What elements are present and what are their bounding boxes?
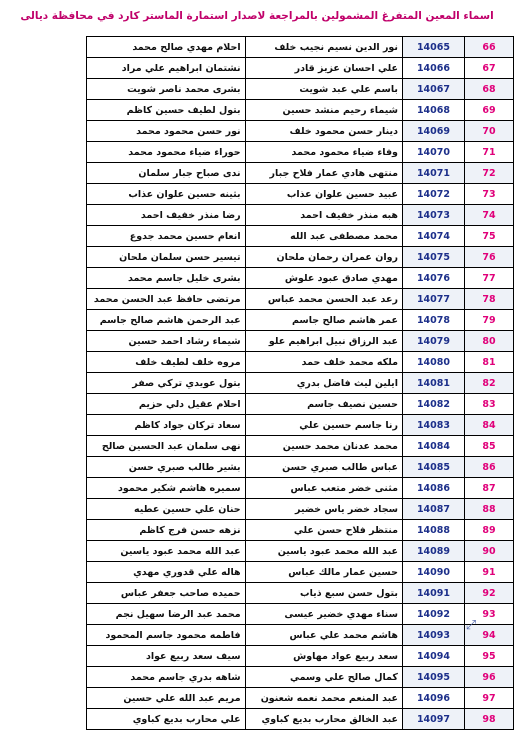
table-row bbox=[87, 163, 514, 184]
second-name: احلام مهدي صالح محمد bbox=[87, 37, 246, 58]
record-code: 14089 bbox=[402, 541, 464, 562]
table-row bbox=[87, 499, 514, 520]
row-number: 97 bbox=[464, 688, 513, 709]
record-code: 14078 bbox=[402, 310, 464, 331]
record-code: 14088 bbox=[402, 520, 464, 541]
second-name: نزهه حسن فرج كاظم bbox=[87, 520, 246, 541]
table-row bbox=[87, 79, 514, 100]
record-code: 14080 bbox=[402, 352, 464, 373]
second-name: محمد عبد الرضا سهيل نجم bbox=[87, 604, 246, 625]
table-row bbox=[87, 121, 514, 142]
beneficiary-name: رنا جاسم حسين علي bbox=[245, 415, 402, 436]
second-name: بشرى محمد ناصر شويت bbox=[87, 79, 246, 100]
record-code: 14081 bbox=[402, 373, 464, 394]
row-number: 83 bbox=[464, 394, 513, 415]
record-code: 14083 bbox=[402, 415, 464, 436]
row-number: 74 bbox=[464, 205, 513, 226]
beneficiary-name: رعد عبد الحسن محمد عباس bbox=[245, 289, 402, 310]
row-number: 73 bbox=[464, 184, 513, 205]
table-row bbox=[87, 646, 514, 667]
record-code: 14087 bbox=[402, 499, 464, 520]
beneficiary-name: ايلين ليث فاضل بدري bbox=[245, 373, 402, 394]
second-name: نور حسن محمود محمد bbox=[87, 121, 246, 142]
beneficiary-name: منتهى هادي عمار فلاح جبار bbox=[245, 163, 402, 184]
beneficiary-name: بتول حسن سبع ذياب bbox=[245, 583, 402, 604]
second-name: احلام عقيل دلي حزيم bbox=[87, 394, 246, 415]
table-row bbox=[87, 247, 514, 268]
second-name: مروه خلف لطيف خلف bbox=[87, 352, 246, 373]
beneficiary-name: عبيد حسين علوان عذاب bbox=[245, 184, 402, 205]
table-row bbox=[87, 100, 514, 121]
table-row bbox=[87, 520, 514, 541]
row-number: 98 bbox=[464, 709, 513, 730]
record-code: 14067 bbox=[402, 79, 464, 100]
record-code: 14084 bbox=[402, 436, 464, 457]
table-row bbox=[87, 58, 514, 79]
names-table bbox=[86, 36, 514, 730]
record-code: 14094 bbox=[402, 646, 464, 667]
record-code: 14095 bbox=[402, 667, 464, 688]
record-code: 14090 bbox=[402, 562, 464, 583]
table-row bbox=[87, 184, 514, 205]
table-row bbox=[87, 688, 514, 709]
row-number: 75 bbox=[464, 226, 513, 247]
record-code: 14086 bbox=[402, 478, 464, 499]
row-number: 88 bbox=[464, 499, 513, 520]
second-name: حوراء ضياء محمود محمد bbox=[87, 142, 246, 163]
table-row bbox=[87, 667, 514, 688]
record-code: 14069 bbox=[402, 121, 464, 142]
beneficiary-name: مثنى خضر متعب عباس bbox=[245, 478, 402, 499]
record-code: 14093 bbox=[402, 625, 464, 646]
row-number: 87 bbox=[464, 478, 513, 499]
second-name: عبد الرحمن هاشم صالح جاسم bbox=[87, 310, 246, 331]
table-row bbox=[87, 142, 514, 163]
beneficiary-name: حسين نصيف جاسم bbox=[245, 394, 402, 415]
table-row bbox=[87, 478, 514, 499]
second-name: فاطمه محمود جاسم المحمود bbox=[87, 625, 246, 646]
second-name: سيف سعد ربيع عواد bbox=[87, 646, 246, 667]
second-name: شاهه بدري جاسم محمد bbox=[87, 667, 246, 688]
row-number: 68 bbox=[464, 79, 513, 100]
table-row bbox=[87, 583, 514, 604]
second-name: بتول عويدي تركي صفر bbox=[87, 373, 246, 394]
beneficiary-name: كمال صالح علي وسمي bbox=[245, 667, 402, 688]
beneficiary-name: سناء مهدي خضير عيسى bbox=[245, 604, 402, 625]
second-name: مريم عبد الله علي حسين bbox=[87, 688, 246, 709]
second-name: عبد الله محمد عبود ياسين bbox=[87, 541, 246, 562]
row-number: 84 bbox=[464, 415, 513, 436]
beneficiary-name: عبد الخالق محارب بديع كباوي bbox=[245, 709, 402, 730]
row-number: 67 bbox=[464, 58, 513, 79]
record-code: 14077 bbox=[402, 289, 464, 310]
beneficiary-name: عمر هاشم صالح جاسم bbox=[245, 310, 402, 331]
record-code: 14085 bbox=[402, 457, 464, 478]
table-row bbox=[87, 562, 514, 583]
beneficiary-name: باسم علي عبد شويت bbox=[245, 79, 402, 100]
table-row bbox=[87, 415, 514, 436]
row-number: 80 bbox=[464, 331, 513, 352]
second-name: نهى سلمان عبد الحسين صالح bbox=[87, 436, 246, 457]
table-row bbox=[87, 37, 514, 58]
record-code: 14072 bbox=[402, 184, 464, 205]
table-row bbox=[87, 457, 514, 478]
record-code: 14082 bbox=[402, 394, 464, 415]
table-row bbox=[87, 331, 514, 352]
second-name: بثينه حسين علوان عذاب bbox=[87, 184, 246, 205]
second-name: شيماء رشاد احمد حسين bbox=[87, 331, 246, 352]
row-number: 78 bbox=[464, 289, 513, 310]
record-code: 14097 bbox=[402, 709, 464, 730]
second-name: هاله علي قدوري مهدي bbox=[87, 562, 246, 583]
row-number: 77 bbox=[464, 268, 513, 289]
row-number: 76 bbox=[464, 247, 513, 268]
beneficiary-name: عبد المنعم محمد نعمه شعنون bbox=[245, 688, 402, 709]
row-number: 93 bbox=[464, 604, 513, 625]
second-name: علي محارب بديع كباوي bbox=[87, 709, 246, 730]
second-name: انعام حسين محمد جدوع bbox=[87, 226, 246, 247]
second-name: ندى صباح جبار سلمان bbox=[87, 163, 246, 184]
table-row bbox=[87, 226, 514, 247]
second-name: بشير طالب صبري حسن bbox=[87, 457, 246, 478]
beneficiary-name: دينار حسن محمود خلف bbox=[245, 121, 402, 142]
beneficiary-name: محمد عدنان محمد حسين bbox=[245, 436, 402, 457]
second-name: حنان علي حسين عطيه bbox=[87, 499, 246, 520]
second-name: رضا منذر خفيف احمد bbox=[87, 205, 246, 226]
beneficiary-name: علي احسان عزيز قادر bbox=[245, 58, 402, 79]
table-row bbox=[87, 373, 514, 394]
beneficiary-name: سجاد خضر ياس خضير bbox=[245, 499, 402, 520]
table-row bbox=[87, 352, 514, 373]
row-number: 95 bbox=[464, 646, 513, 667]
document-title: اسماء المعين المتفرغ المشمولين بالمراجعة لاصدار استمارة الماستر كارد في محافظة ديالى bbox=[20, 10, 494, 22]
beneficiary-name: مهدي صادق عبود علوش bbox=[245, 268, 402, 289]
record-code: 14066 bbox=[402, 58, 464, 79]
row-number: 70 bbox=[464, 121, 513, 142]
row-number: 90 bbox=[464, 541, 513, 562]
row-number: 94 bbox=[464, 625, 513, 646]
second-name: حميده صاحب جعفر عباس bbox=[87, 583, 246, 604]
table-row bbox=[87, 541, 514, 562]
table-row bbox=[87, 268, 514, 289]
beneficiary-name: حسين عمار مالك عباس bbox=[245, 562, 402, 583]
table-row bbox=[87, 436, 514, 457]
row-number: 91 bbox=[464, 562, 513, 583]
row-number: 82 bbox=[464, 373, 513, 394]
table-row bbox=[87, 709, 514, 730]
record-code: 14070 bbox=[402, 142, 464, 163]
row-number: 92 bbox=[464, 583, 513, 604]
record-code: 14074 bbox=[402, 226, 464, 247]
second-name: مرتضى حافظ عبد الحسن محمد bbox=[87, 289, 246, 310]
table-row bbox=[87, 604, 514, 625]
record-code: 14092 bbox=[402, 604, 464, 625]
beneficiary-name: هبه منذر خفيف احمد bbox=[245, 205, 402, 226]
second-name: تيسير حسن سلمان ملحان bbox=[87, 247, 246, 268]
beneficiary-name: وفاء ضياء محمود محمد bbox=[245, 142, 402, 163]
table-row bbox=[87, 310, 514, 331]
expand-arrows-icon[interactable]: ⤢ bbox=[465, 618, 477, 633]
beneficiary-name: شيماء رحيم منشد حسين bbox=[245, 100, 402, 121]
beneficiary-name: عبد الرزاق نبيل ابراهيم علو bbox=[245, 331, 402, 352]
record-code: 14071 bbox=[402, 163, 464, 184]
record-code: 14091 bbox=[402, 583, 464, 604]
table-row bbox=[87, 205, 514, 226]
record-code: 14075 bbox=[402, 247, 464, 268]
row-number: 85 bbox=[464, 436, 513, 457]
beneficiary-name: هاشم محمد علي عباس bbox=[245, 625, 402, 646]
row-number: 86 bbox=[464, 457, 513, 478]
second-name: بشرى خليل جاسم محمد bbox=[87, 268, 246, 289]
row-number: 69 bbox=[464, 100, 513, 121]
record-code: 14065 bbox=[402, 37, 464, 58]
beneficiary-name: نور الدين نسيم نجيب خلف bbox=[245, 37, 402, 58]
row-number: 96 bbox=[464, 667, 513, 688]
table-row bbox=[87, 625, 514, 646]
second-name: نشتمان ابراهيم علي مراد bbox=[87, 58, 246, 79]
record-code: 14096 bbox=[402, 688, 464, 709]
beneficiary-name: سعد ربيع عواد مهاوش bbox=[245, 646, 402, 667]
row-number: 66 bbox=[464, 37, 513, 58]
beneficiary-name: منتظر فلاح حسن علي bbox=[245, 520, 402, 541]
record-code: 14068 bbox=[402, 100, 464, 121]
beneficiary-name: روان عمران رحمان ملحان bbox=[245, 247, 402, 268]
table-row bbox=[87, 394, 514, 415]
row-number: 79 bbox=[464, 310, 513, 331]
row-number: 71 bbox=[464, 142, 513, 163]
second-name: سميره هاشم شكير محمود bbox=[87, 478, 246, 499]
second-name: بتول لطيف حسين كاظم bbox=[87, 100, 246, 121]
table-row bbox=[87, 289, 514, 310]
record-code: 14076 bbox=[402, 268, 464, 289]
second-name: سعاد تركان جواد كاظم bbox=[87, 415, 246, 436]
beneficiary-name: محمد مصطفى عبد الله bbox=[245, 226, 402, 247]
record-code: 14073 bbox=[402, 205, 464, 226]
row-number: 89 bbox=[464, 520, 513, 541]
beneficiary-name: ملكه محمد خلف حمد bbox=[245, 352, 402, 373]
record-code: 14079 bbox=[402, 331, 464, 352]
row-number: 81 bbox=[464, 352, 513, 373]
row-number: 72 bbox=[464, 163, 513, 184]
beneficiary-name: عباس طالب صبري حسن bbox=[245, 457, 402, 478]
beneficiary-name: عبد الله محمد عبود ياسين bbox=[245, 541, 402, 562]
